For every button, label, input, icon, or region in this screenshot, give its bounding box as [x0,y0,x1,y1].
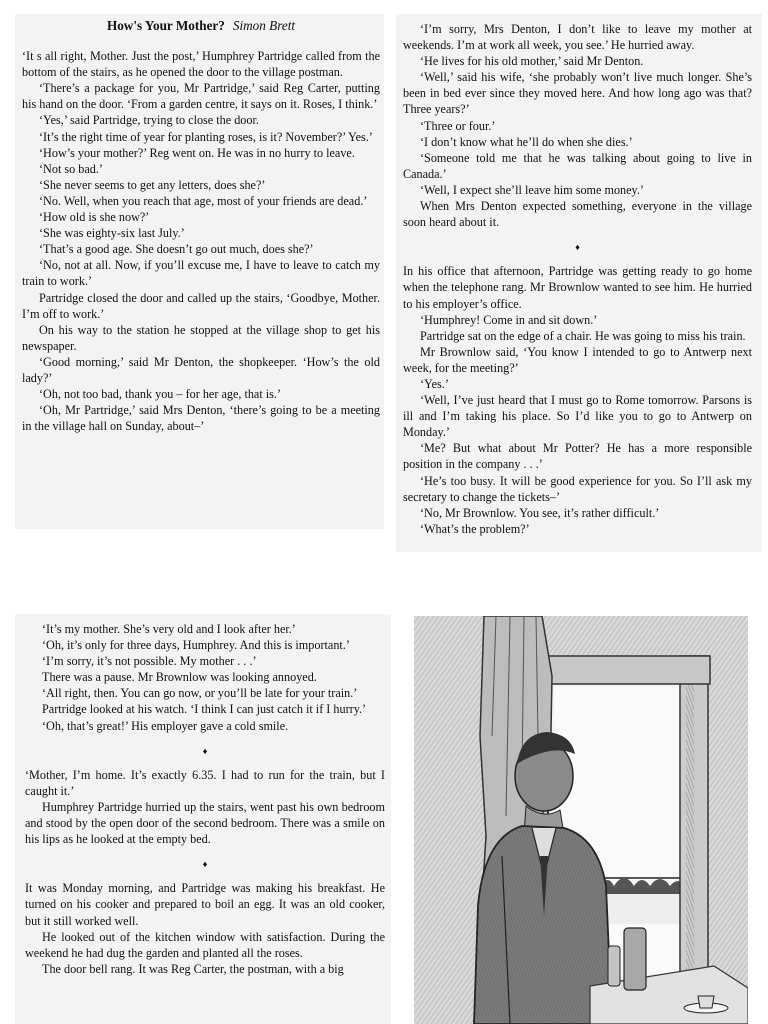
story-paragraph: ‘Yes,’ said Partridge, trying to close the door. [39,113,259,128]
story-paragraph: When Mrs Denton expected something, everyone in the village soon heard about it. [403,199,752,230]
story-paragraph: ‘Oh, not too bad, thank you – for her age, that is.’ [39,387,282,402]
story-paragraph: ‘He lives for his old mother,’ said Mr Denton. [420,54,644,69]
story-paragraph: Partridge sat on the edge of a chair. He was going to miss his train. [420,328,746,343]
story-paragraph: He looked out of the kitchen window with satisfaction. During the weekend he had dug the garden and planted all the roses. [25,929,385,960]
story-paragraph: It was Monday morning, and Partridge was making his breakfast. He turned on his cooker and prepared to boil an egg. It was an old cooker, but it still worked well. [25,881,385,928]
story-paragraph: ‘Yes.’ [420,376,449,391]
story-paragraph: ‘Not so bad.’ [39,161,103,176]
story-paragraph: ‘I’m sorry, it’s not possible. My mother . . .’ [42,654,257,669]
story-paragraph: Partridge looked at his watch. ‘I think I can just catch it if I hurry.’ [42,702,367,717]
text-column-top-right [396,14,762,552]
story-paragraph: ‘No, Mr Brownlow. You see, it’s rather difficult.’ [420,505,660,520]
text-column-top-left [15,14,384,529]
paragraph-group [22,48,380,434]
story-paragraph: The door bell rang. It was Reg Carter, the postman, with a big [42,961,344,976]
story-paragraph: ‘Oh, Mr Partridge,’ said Mrs Denton, ‘there’s going to be a meeting in the village hall on Sunday, about–’ [22,403,380,434]
story-paragraph: ‘She was eighty-six last July.’ [39,226,185,241]
section-separator: ♦ [202,859,208,870]
paragraph-group [403,263,752,537]
story-title: How's Your Mother? [106,18,225,33]
story-paragraph: ‘It’s my mother. She’s very old and I look after her.’ [42,622,296,636]
section-separator: ♦ [575,242,580,253]
story-paragraph: ‘All right, then. You can go now, or you’ll be late for your train.’ [42,686,358,701]
story-paragraph: There was a pause. Mr Brownlow was looking annoyed. [42,670,317,685]
paragraph-group [25,621,385,734]
story-paragraph: ‘Someone told me that he was talking about going to live in Canada.’ [403,150,752,181]
story-paragraph: ‘Good morning,’ said Mr Denton, the shopkeeper. ‘How’s the old lady?’ [22,354,380,385]
story-paragraph: ‘Well, I expect she’ll leave him some money.’ [420,182,644,197]
story-paragraph: ‘I’m sorry, Mrs Denton, I don’t like to leave my mother at weekends. I’m at work all week, you see.’ He hurried away. [403,22,752,53]
story-paragraph: ‘Oh, it’s only for three days, Humphrey. And this is important.’ [42,638,350,653]
story-paragraph: ‘No. Well, when you reach that age, most of your friends are dead.’ [39,193,368,208]
story-heading [22,18,380,34]
story-paragraph: On his way to the station he stopped at the village shop to get his newspaper. [22,322,380,353]
story-paragraph: ‘It’s the right time of year for planting roses, is it? November?’ Yes.’ [39,129,373,144]
story-paragraph: In his office that afternoon, Partridge was getting ready to go home when the telephone rang. Mr Brownlow wanted to see him. He hurried to his employer’s office. [403,264,752,311]
story-paragraph: ‘Well, I’ve just heard that I must go to Rome tomorrow. Parsons is ill and I’m taking his place. So I’d like you to go to Antwerp on Monday.’ [403,393,752,440]
story-paragraph: ‘There’s a package for you, Mr Partridge,’ said Reg Carter, putting his hand on the door. ‘From a garden centre, it says on it. Roses, I think.’ [22,81,380,112]
story-illustration [414,616,748,1024]
story-paragraph: ‘How’s your mother?’ Reg went on. He was in no hurry to leave. [39,145,355,160]
paragraph-group [403,21,752,230]
story-paragraph: ‘No, not at all. Now, if you’ll excuse me, I have to leave to catch my train to work.’ [22,258,380,289]
story-paragraph: ‘That’s a good age. She doesn’t go out much, does she?’ [39,242,314,257]
story-author: Simon Brett [232,18,296,33]
story-paragraph: ‘Three or four.’ [420,118,496,133]
story-paragraph: ‘Oh, that’s great!’ His employer gave a cold smile. [42,718,289,733]
paragraph-group [25,880,385,977]
story-paragraph: ‘I don’t know what he’ll do when she dies.’ [420,134,633,149]
story-paragraph: ‘He’s too busy. It will be good experience for you. So I’ll ask my secretary to change the tickets–’ [403,473,752,504]
story-paragraph: ‘Humphrey! Come in and sit down.’ [420,312,598,327]
story-paragraph: ‘She never seems to get any letters, does she?’ [39,177,266,192]
story-paragraph: ‘Well,’ said his wife, ‘she probably won’t live much longer. She’s been in bed ever since they moved here. And how long ago was that? Three years?’ [403,70,752,117]
text-column-bottom-left [15,614,391,1024]
paragraph-group [25,767,385,847]
story-paragraph: ‘How old is she now?’ [39,210,150,225]
story-paragraph: Humphrey Partridge hurried up the stairs, went past his own bedroom and stood by the open door of the second bedroom. There was a smile on his lips as he looked at the empty bed. [25,799,385,847]
story-paragraph: Mr Brownlow said, ‘You know I intended to go to Antwerp next week, for the meeting?’ [403,344,752,375]
section-separator: ♦ [202,745,208,756]
story-paragraph: ‘What’s the problem?’ [420,521,530,536]
story-paragraph: ‘Me? But what about Mr Potter? He has a more responsible position in the company . . .’ [403,441,752,472]
story-paragraph: ‘Mother, I’m home. It’s exactly 6.35. I had to run for the train, but I caught it.’ [25,767,385,798]
story-paragraph: ‘It s all right, Mother. Just the post,’ Humphrey Partridge called from the bottom of the stairs, as he opened the door to the village postman. [22,49,380,80]
story-paragraph: Partridge closed the door and called up the stairs, ‘Goodbye, Mother. I’m off to work.’ [22,290,380,321]
